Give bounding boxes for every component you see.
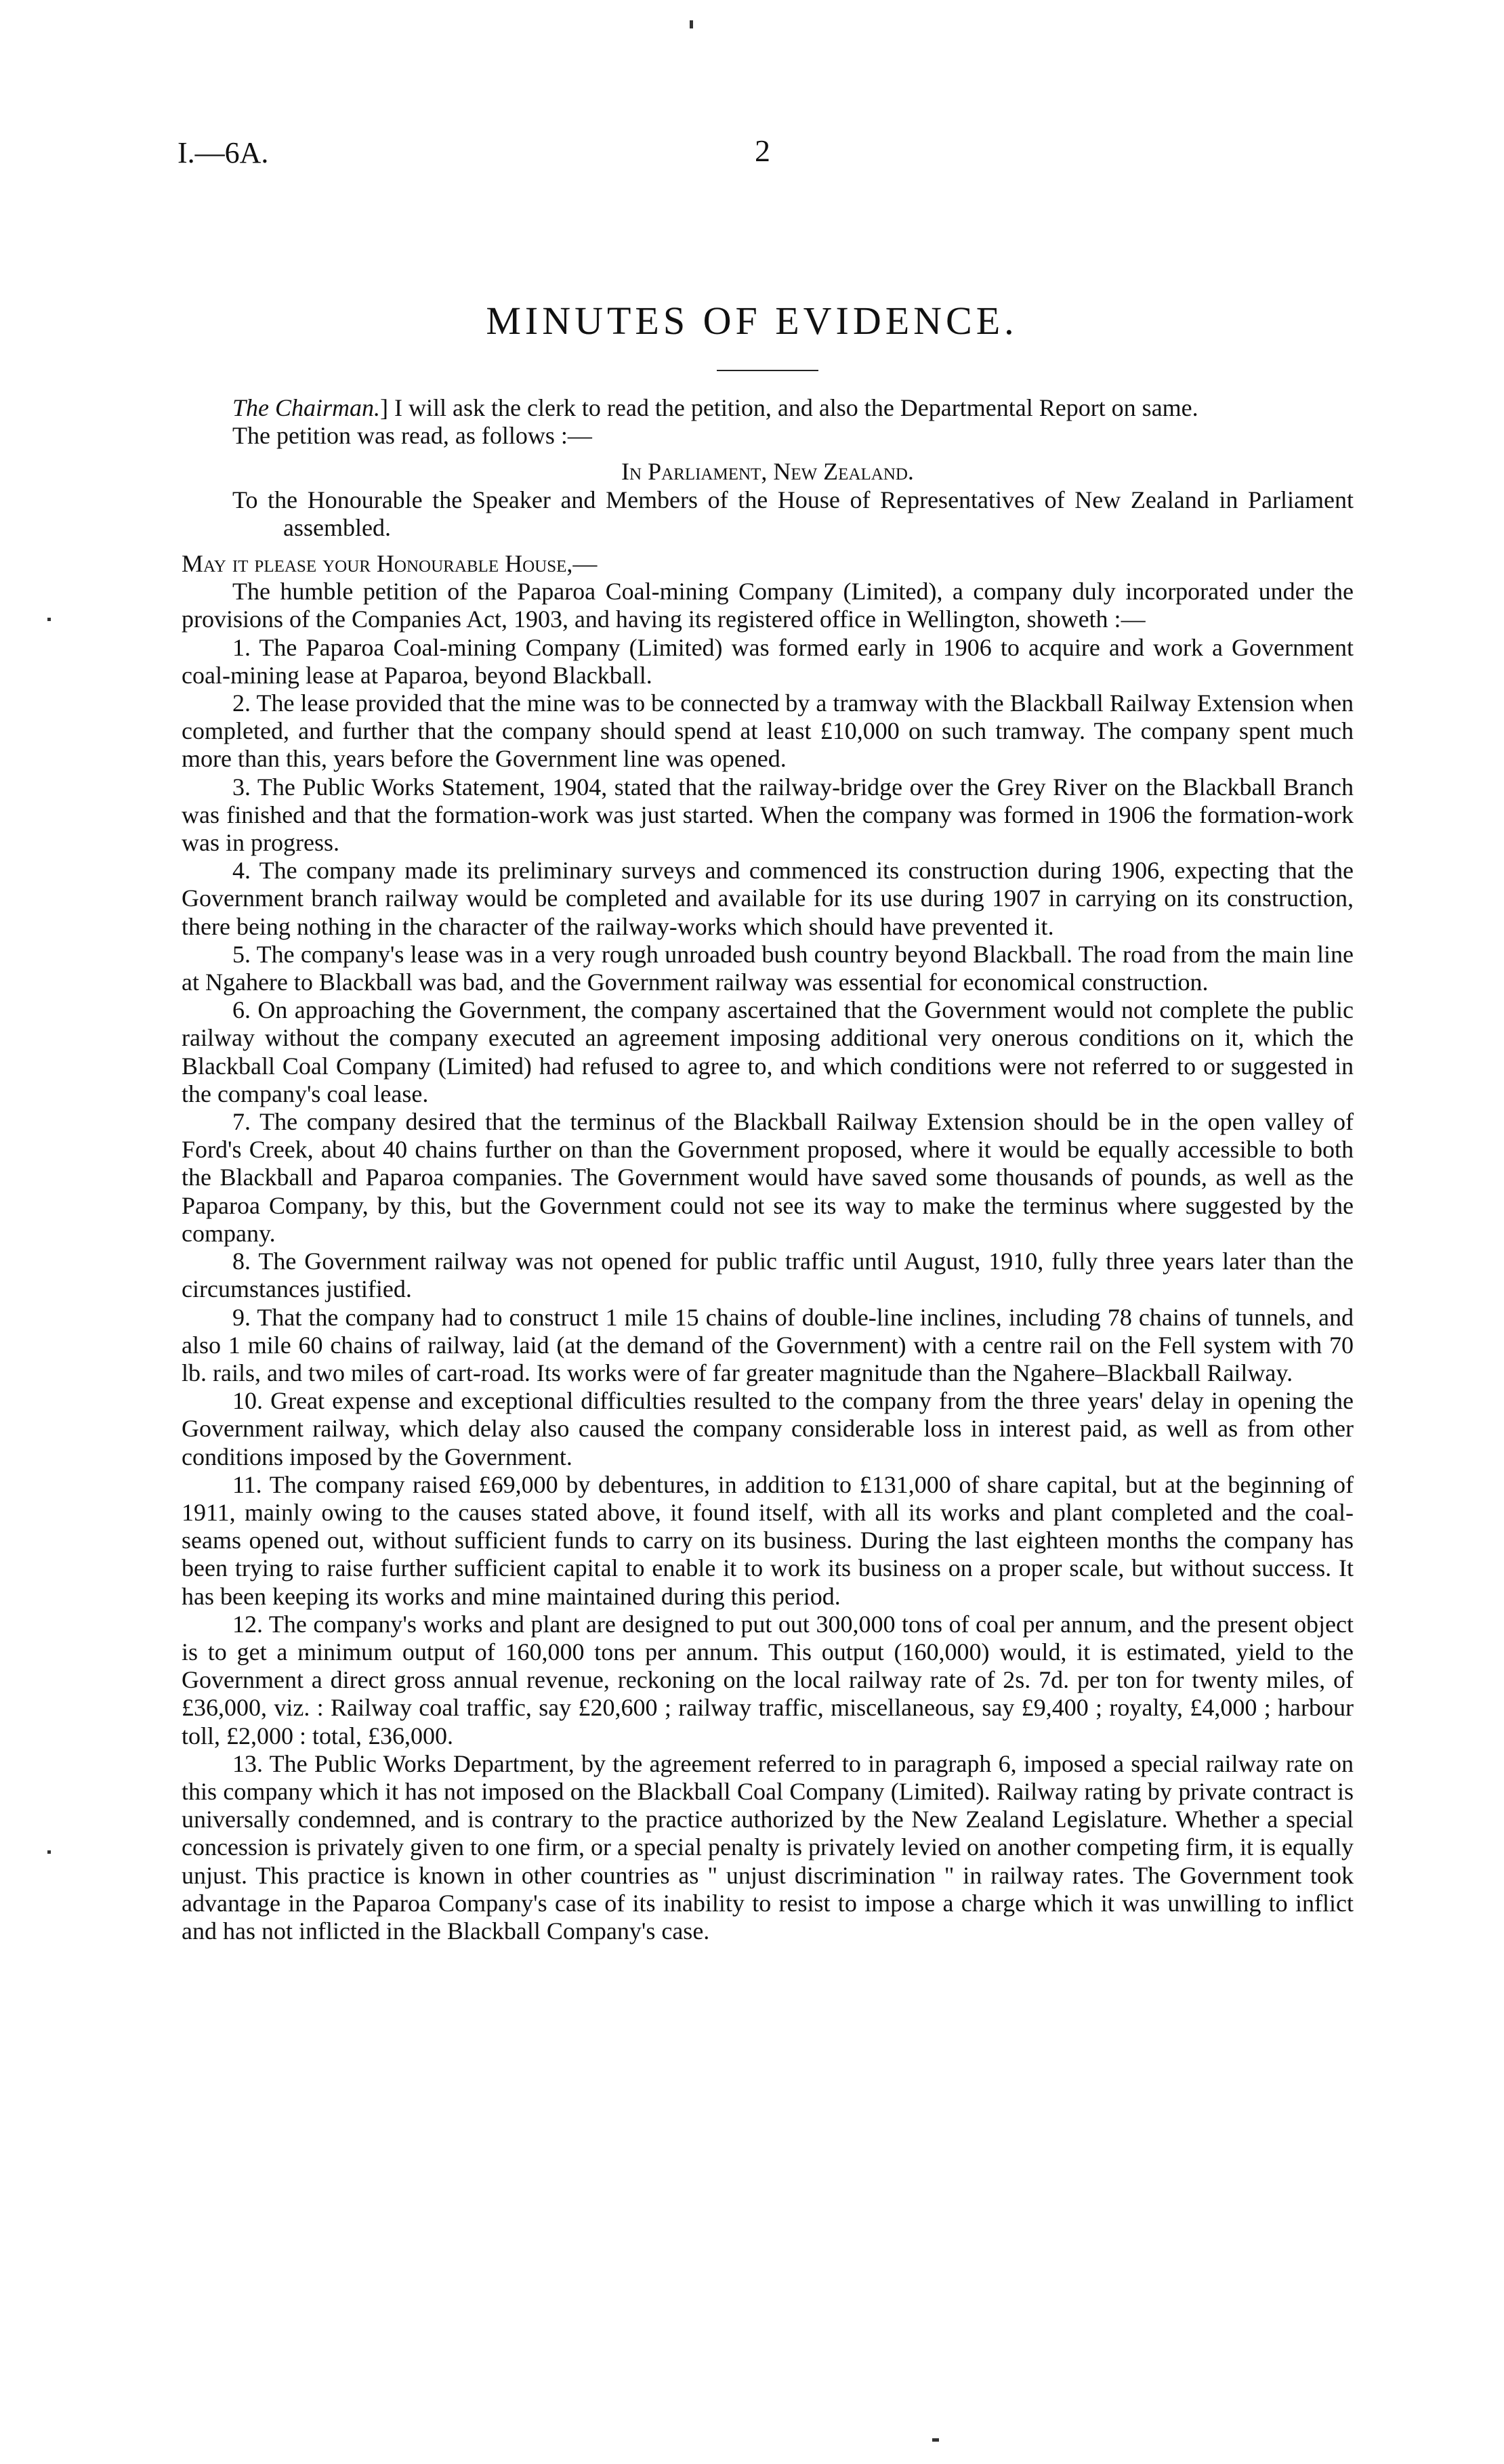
petition-address: To the Honourable the Speaker and Members of the House of Representatives of New Zealand in Parliament assembled. — [232, 486, 1354, 541]
scan-speck — [690, 20, 693, 28]
scan-speck — [932, 2438, 939, 2442]
petition-paragraph-4: 4. The company made its preliminary surveys and commenced its construction during 1906, expecting that the Government branch railway would be completed and available for its use during 1907 in carrying on its construction, there being nothing in the character of the railway-works which should have prevented it. — [182, 857, 1354, 940]
chairman-statement: ] I will ask the clerk to read the petition, and also the Departmental Report on same. — [380, 394, 1198, 421]
page-title: MINUTES OF EVIDENCE. — [486, 299, 1018, 343]
document-body — [182, 394, 1354, 1945]
petition-paragraph-7: 7. The company desired that the terminus of the Blackball Railway Extension should be in the open valley of Ford's Creek, about 40 chains further on than the Government proposed, where it would be equally accessible to both the Blackball and Paparoa companies. The Government would have saved some thousands of pounds, as well as the Paparoa Company, by this, but the Government could not see its way to make the terminus where suggested by the company. — [182, 1108, 1354, 1247]
paper-reference: I.—6A. — [177, 136, 269, 169]
petition-paragraph-5: 5. The company's lease was in a very rough unroaded bush country beyond Blackball. The road from the main line at Ngahere to Blackball was bad, and the Government railway was essential for economical construction. — [182, 940, 1354, 996]
speaker-name: The Chairman. — [232, 394, 381, 421]
petition-salutation: May it please your Honourable House,— — [182, 550, 598, 578]
scan-speck — [47, 618, 51, 621]
petition-paragraph-8: 8. The Government railway was not opened for public traffic until August, 1910, fully three years later than the circumstances justified. — [182, 1248, 1354, 1303]
scan-speck — [47, 1850, 51, 1854]
page-number: 2 — [755, 133, 770, 168]
chairman-remark — [182, 394, 1354, 422]
title-divider — [717, 370, 818, 371]
petition-paragraph-1: 1. The Paparoa Coal-mining Company (Limited) was formed early in 1906 to acquire and work a Government coal-mining lease at Paparoa, beyond Blackball. — [182, 633, 1354, 689]
petition-preamble: The humble petition of the Paparoa Coal-mining Company (Limited), a company duly incorporated under the provisions of the Companies Act, 1903, and having its registered office in Wellington, showeth :— — [182, 578, 1354, 633]
petition-paragraph-13: 13. The Public Works Department, by the agreement referred to in paragraph 6, imposed a special railway rate on this company which it has not imposed on the Blackball Coal Company (Limited). Railway rating by private contract is universally condemned, and is contrary to the practice authorized by the New Zealand Legislature. Whether a special concession is privately given to one firm, or a special penalty is privately levied on another competing firm, it is equally unjust. This practice is known in other countries as " unjust discrimination " in railway rates. The Government took advantage in the Paparoa Company's case of its inability to resist to impose a charge which it was unwilling to inflict and has not inflicted in the Blackball Company's case. — [182, 1749, 1354, 1945]
petition-paragraph-12: 12. The company's works and plant are designed to put out 300,000 tons of coal per annum, and the present object is to get a minimum output of 160,000 tons per annum. This output (160,000) would, it is estimated, yield to the Government a direct gross annual revenue, reckoning on the local railway rate of 2s. 7d. per ton for twenty miles, of £36,000, viz. : Railway coal traffic, say £20,600 ; railway traffic, miscellaneous, say £9,400 ; royalty, £4,000 ; harbour toll, £2,000 : total, £36,000. — [182, 1610, 1354, 1749]
petition-paragraph-6: 6. On approaching the Government, the company ascertained that the Government would not complete the public railway without the company executed an agreement imposing additional very onerous conditions on it, which the Blackball Coal Company (Limited) had refused to agree to, and which conditions were not referred to or suggested in the company's coal lease. — [182, 996, 1354, 1107]
petition-paragraph-2: 2. The lease provided that the mine was to be connected by a tramway with the Blackball Railway Extension when completed, and further that the company should spend at least £10,000 on such tramway. The company spent much more than this, years before the Government line was opened. — [182, 689, 1354, 773]
reading-note: The petition was read, as follows :— — [232, 422, 592, 450]
petition-paragraph-9: 9. That the company had to construct 1 mile 15 chains of double-line inclines, including 78 chains of tunnels, and also 1 mile 60 chains of railway, laid (at the demand of the Government) with a centre rail on the Fell system with 70 lb. rails, and two miles of cart-road. Its works were of far greater magnitude than the Ngahere–Blackball Railway. — [182, 1303, 1354, 1386]
petition-heading: In Parliament, New Zealand. — [621, 458, 914, 486]
petition-paragraph-10: 10. Great expense and exceptional difficulties resulted to the company from the three years' delay in opening the Government railway, which delay also caused the company considerable loss in interest paid, as well as from other conditions imposed by the Government. — [182, 1387, 1354, 1470]
petition-paragraph-11: 11. The company raised £69,000 by debentures, in addition to £131,000 of share capital, but at the beginning of 1911, mainly owing to the causes stated above, it found itself, with all its works and plant completed and the coal-seams opened out, without sufficient funds to carry on its business. During the last eighteen months the company has been trying to raise further sufficient capital to enable it to work its business on a proper scale, but without success. It has been keeping its works and mine maintained during this period. — [182, 1470, 1354, 1610]
petition-paragraph-3: 3. The Public Works Statement, 1904, stated that the railway-bridge over the Grey River on the Blackball Branch was finished and that the formation-work was just started. When the company was formed in 1906 the formation-work was in progress. — [182, 773, 1354, 857]
